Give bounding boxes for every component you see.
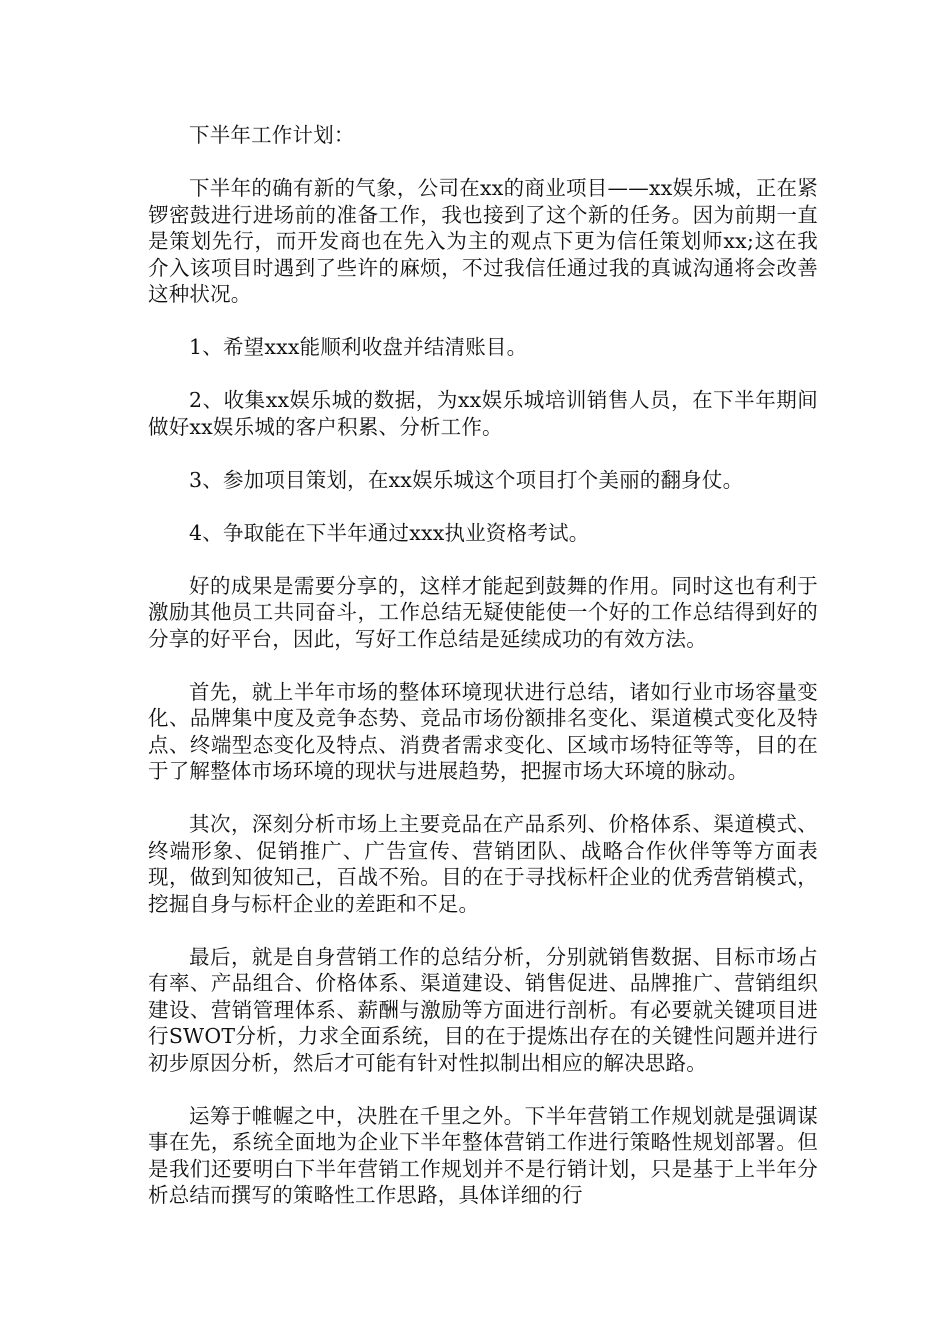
paragraph-sharing: 好的成果是需要分享的，这样才能起到鼓舞的作用。同时这也有利于激励其他员工共同奋斗，工作总结无疑使能使一个好的工作总结得到好的分享的好平台，因此，写好工作总结是延续成功的有效方法。 (148, 573, 818, 651)
paragraph-item-2: 2、收集xx娱乐城的数据，为xx娱乐城培训销售人员，在下半年期间做好xx娱乐城的客户积累、分析工作。 (148, 388, 818, 439)
paragraph-first: 首先，就上半年市场的整体环境现状进行总结，诸如行业市场容量变化、品牌集中度及竞争态势、竞品市场份额排名变化、渠道模式变化及特点、终端型态变化及特点、消费者需求变化、区域市场特征等等，目的在于了解整体市场环境的现状与进展趋势，把握市场大环境的脉动。 (148, 679, 818, 783)
paragraph-item-1: 1、希望xxx能顺利收盘并结清账目。 (189, 335, 528, 359)
paragraph-item-4: 4、争取能在下半年通过xxx执业资格考试。 (189, 520, 590, 545)
paragraph-last: 最后，就是自身营销工作的总结分析，分别就销售数据、目标市场占有率、产品组合、价格体系、渠道建设、销售促进、品牌推广、营销组织建设、营销管理体系、薪酬与激励等方面进行剖析。有必要就关键项目进行SWOT分析，力求全面系统，目的在于提炼出存在的关键性问题并进行初步原因分析，然后才可能有针对性拟制出相应的解决思路。 (148, 944, 818, 1075)
paragraph-intro: 下半年的确有新的气象，公司在xx的商业项目——xx娱乐城，正在紧锣密鼓进行进场前的准备工作，我也接到了这个新的任务。因为前期一直是策划先行，而开发商也在先入为主的观点下更为信任策划师xx;这在我介入该项目时遇到了些许的麻烦，不过我信任通过我的真诚沟通将会改善这种状况。 (148, 176, 818, 306)
paragraph-heading: 下半年工作计划： (189, 123, 355, 147)
document-body (148, 122, 818, 1235)
paragraph-item-3: 3、参加项目策划，在xx娱乐城这个项目打个美丽的翻身仗。 (189, 467, 744, 492)
paragraph-second: 其次，深刻分析市场上主要竞品在产品系列、价格体系、渠道模式、终端形象、促销推广、广告宣传、营销团队、战略合作伙伴等等方面表现，做到知彼知己，百战不殆。目的在于寻找标杆企业的优秀营销模式，挖掘自身与标杆企业的差距和不足。 (148, 812, 818, 916)
paragraph-planning: 运筹于帷幄之中，决胜在千里之外。下半年营销工作规划就是强调谋事在先，系统全面地为企业下半年整体营销工作进行策略性规划部署。但是我们还要明白下半年营销工作规划并不是行销计划，只是基于上半年分析总结而撰写的策略性工作思路，具体详细的行 (148, 1103, 818, 1207)
